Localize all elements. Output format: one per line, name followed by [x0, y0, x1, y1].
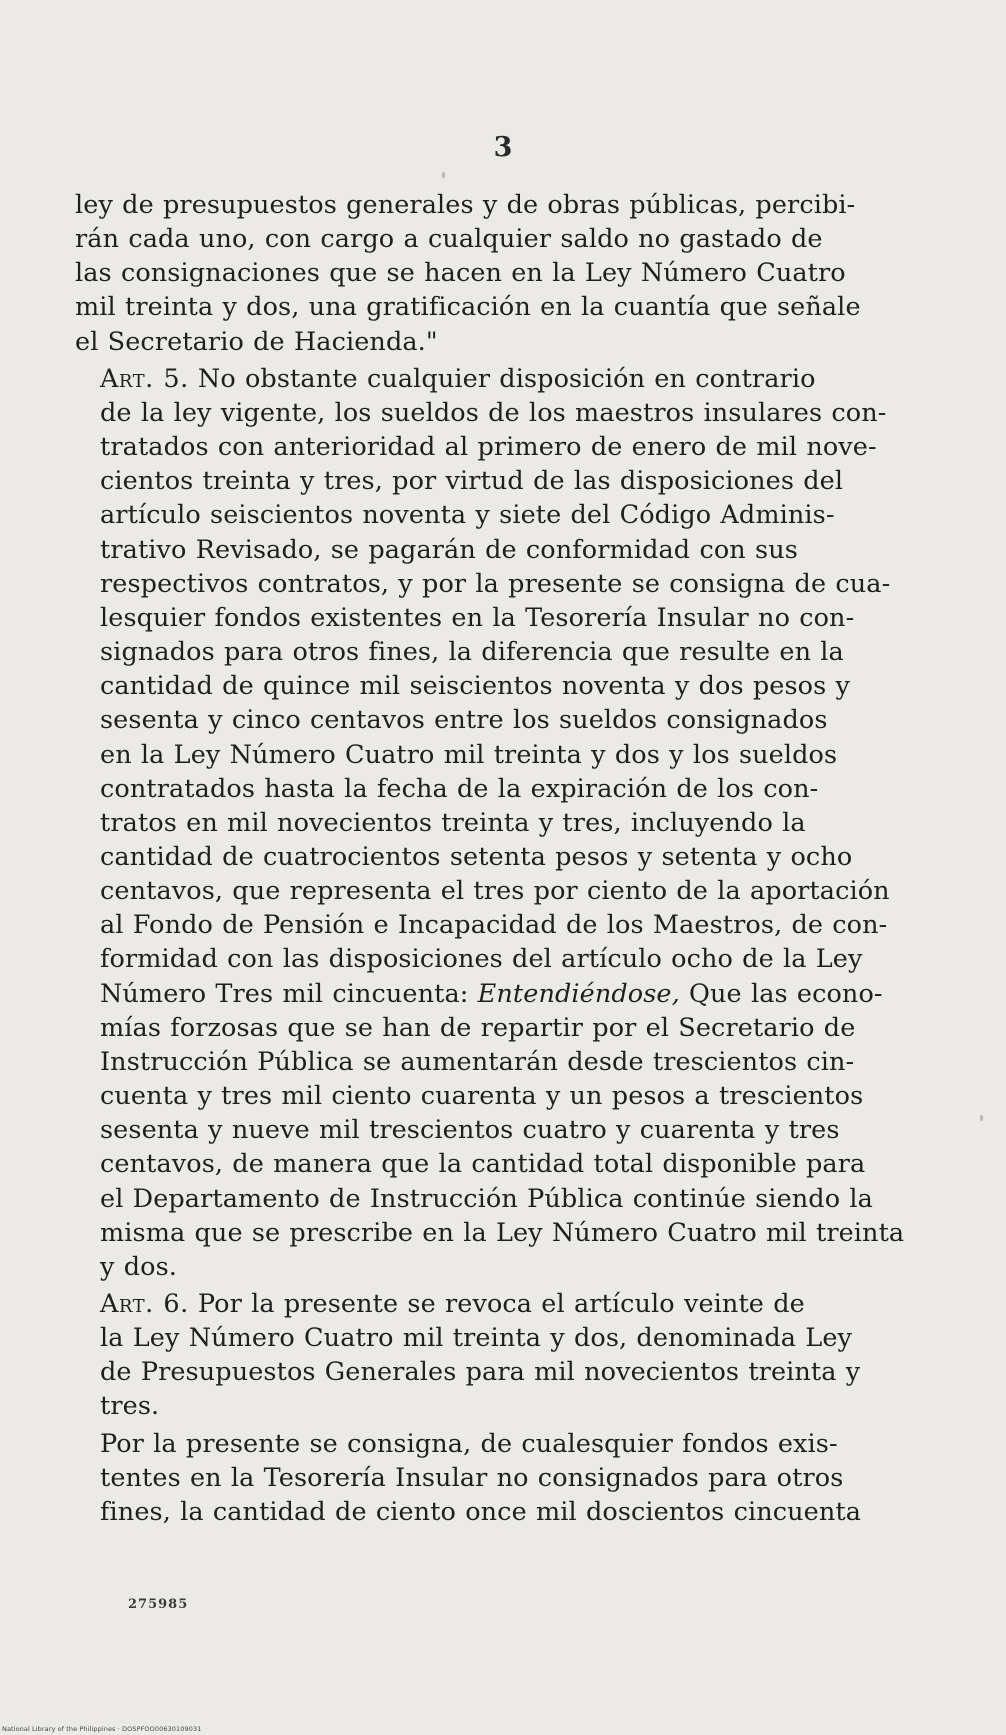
text-line: rán cada uno, con cargo a cualquier saldo no gastado de — [75, 224, 823, 255]
text-line: cantidad de cuatrocientos setenta pesos y setenta y ocho — [100, 841, 853, 872]
text-line: tentes en la Tesorería Insular no consignados para otros — [100, 1462, 844, 1493]
text-line: ley de presupuestos generales y de obras públicas, percibi- — [75, 190, 856, 220]
text-line: mil treinta y dos, una gratificación en la cuantía que señale — [75, 292, 861, 323]
text-line: lesquier fondos existentes en la Tesorería Insular no con- — [100, 602, 855, 633]
paragraph-art-6 — [75, 1287, 924, 1424]
body-text — [75, 188, 924, 1529]
text-line — [75, 362, 924, 396]
text-line: la Ley Número Cuatro mil treinta y dos, denominada Ley — [100, 1323, 853, 1354]
text-line: misma que se prescribe en la Ley Número Cuatro mil treinta — [100, 1217, 905, 1248]
text-line: centavos, que representa el tres por ciento de la aportación — [100, 876, 890, 907]
text-line: el Departamento de Instrucción Pública continúe siendo la — [100, 1183, 873, 1214]
article-label: Art. 5. — [100, 363, 189, 394]
text-line: centavos, de manera que la cantidad total disponible para — [100, 1149, 866, 1180]
text-line: y dos. — [100, 1251, 177, 1282]
text-line: tratados con anterioridad al primero de enero de mil nove- — [100, 432, 877, 463]
signature-mark: 275985 — [128, 1597, 189, 1612]
text-fragment: No obstante cualquier disposición en contrario — [188, 363, 816, 394]
scan-credit: National Library of the Philippines · DOSPFOO00630109031 — [2, 1725, 202, 1733]
article-label: Art. 6. — [100, 1289, 189, 1319]
text-line: Instrucción Pública se aumentarán desde trescientos cin- — [100, 1046, 855, 1077]
text-fragment: Por la presente se revoca el artículo veinte de — [188, 1289, 805, 1319]
paragraph-4 — [75, 1427, 924, 1529]
paper-speck — [442, 172, 445, 178]
text-line: fines, la cantidad de ciento once mil doscientos cincuenta — [100, 1496, 861, 1527]
text-line — [75, 977, 924, 1011]
text-line: sesenta y cinco centavos entre los sueldos consignados — [100, 705, 828, 736]
text-line: formidad con las disposiciones del artículo ocho de la Ley — [100, 944, 863, 975]
text-line: cantidad de quince mil seiscientos noventa y dos pesos y — [100, 671, 851, 702]
text-line: artículo seiscientos noventa y siete del Código Adminis- — [100, 500, 835, 531]
text-line: Por la presente se consigna, de cualesquier fondos exis- — [100, 1428, 838, 1459]
text-line: al Fondo de Pensión e Incapacidad de los Maestros, de con- — [100, 910, 888, 941]
text-line: mías forzosas que se han de repartir por el Secretario de — [100, 1012, 856, 1043]
text-line: contratados hasta la fecha de la expiración de los con- — [100, 773, 819, 804]
text-line: respectivos contratos, y por la presente se consigna de cua- — [100, 568, 891, 599]
text-line: las consignaciones que se hacen en la Ley Número Cuatro — [75, 258, 846, 289]
text-line: cuenta y tres mil ciento cuarenta y un pesos a trescientos — [100, 1081, 864, 1112]
page-number: 3 — [493, 132, 513, 163]
paragraph-1 — [75, 188, 924, 359]
text-line: el Secretario de Hacienda." — [75, 326, 438, 357]
text-line: de la ley vigente, los sueldos de los maestros insulares con- — [100, 397, 887, 428]
text-line: cientos treinta y tres, por virtud de las disposiciones del — [100, 466, 844, 497]
text-line: de Presupuestos Generales para mil novecientos treinta y — [100, 1357, 861, 1388]
text-line — [75, 1287, 924, 1321]
text-fragment: Número Tres mil cincuenta: — [100, 978, 478, 1009]
text-line: tres. — [100, 1391, 160, 1422]
paragraph-art-5 — [75, 362, 924, 1284]
text-fragment: Que las econo- — [679, 978, 883, 1009]
proviso-italic: Entendiéndose, — [477, 978, 680, 1009]
text-line: en la Ley Número Cuatro mil treinta y dos y los sueldos — [100, 739, 838, 770]
text-line: sesenta y nueve mil trescientos cuatro y cuarenta y tres — [100, 1115, 840, 1146]
text-line: signados para otros fines, la diferencia que resulte en la — [100, 637, 844, 668]
paper-speck — [980, 1115, 983, 1121]
text-line: trativo Revisado, se pagarán de conformidad con sus — [100, 534, 798, 565]
text-line: tratos en mil novecientos treinta y tres, incluyendo la — [100, 807, 806, 838]
